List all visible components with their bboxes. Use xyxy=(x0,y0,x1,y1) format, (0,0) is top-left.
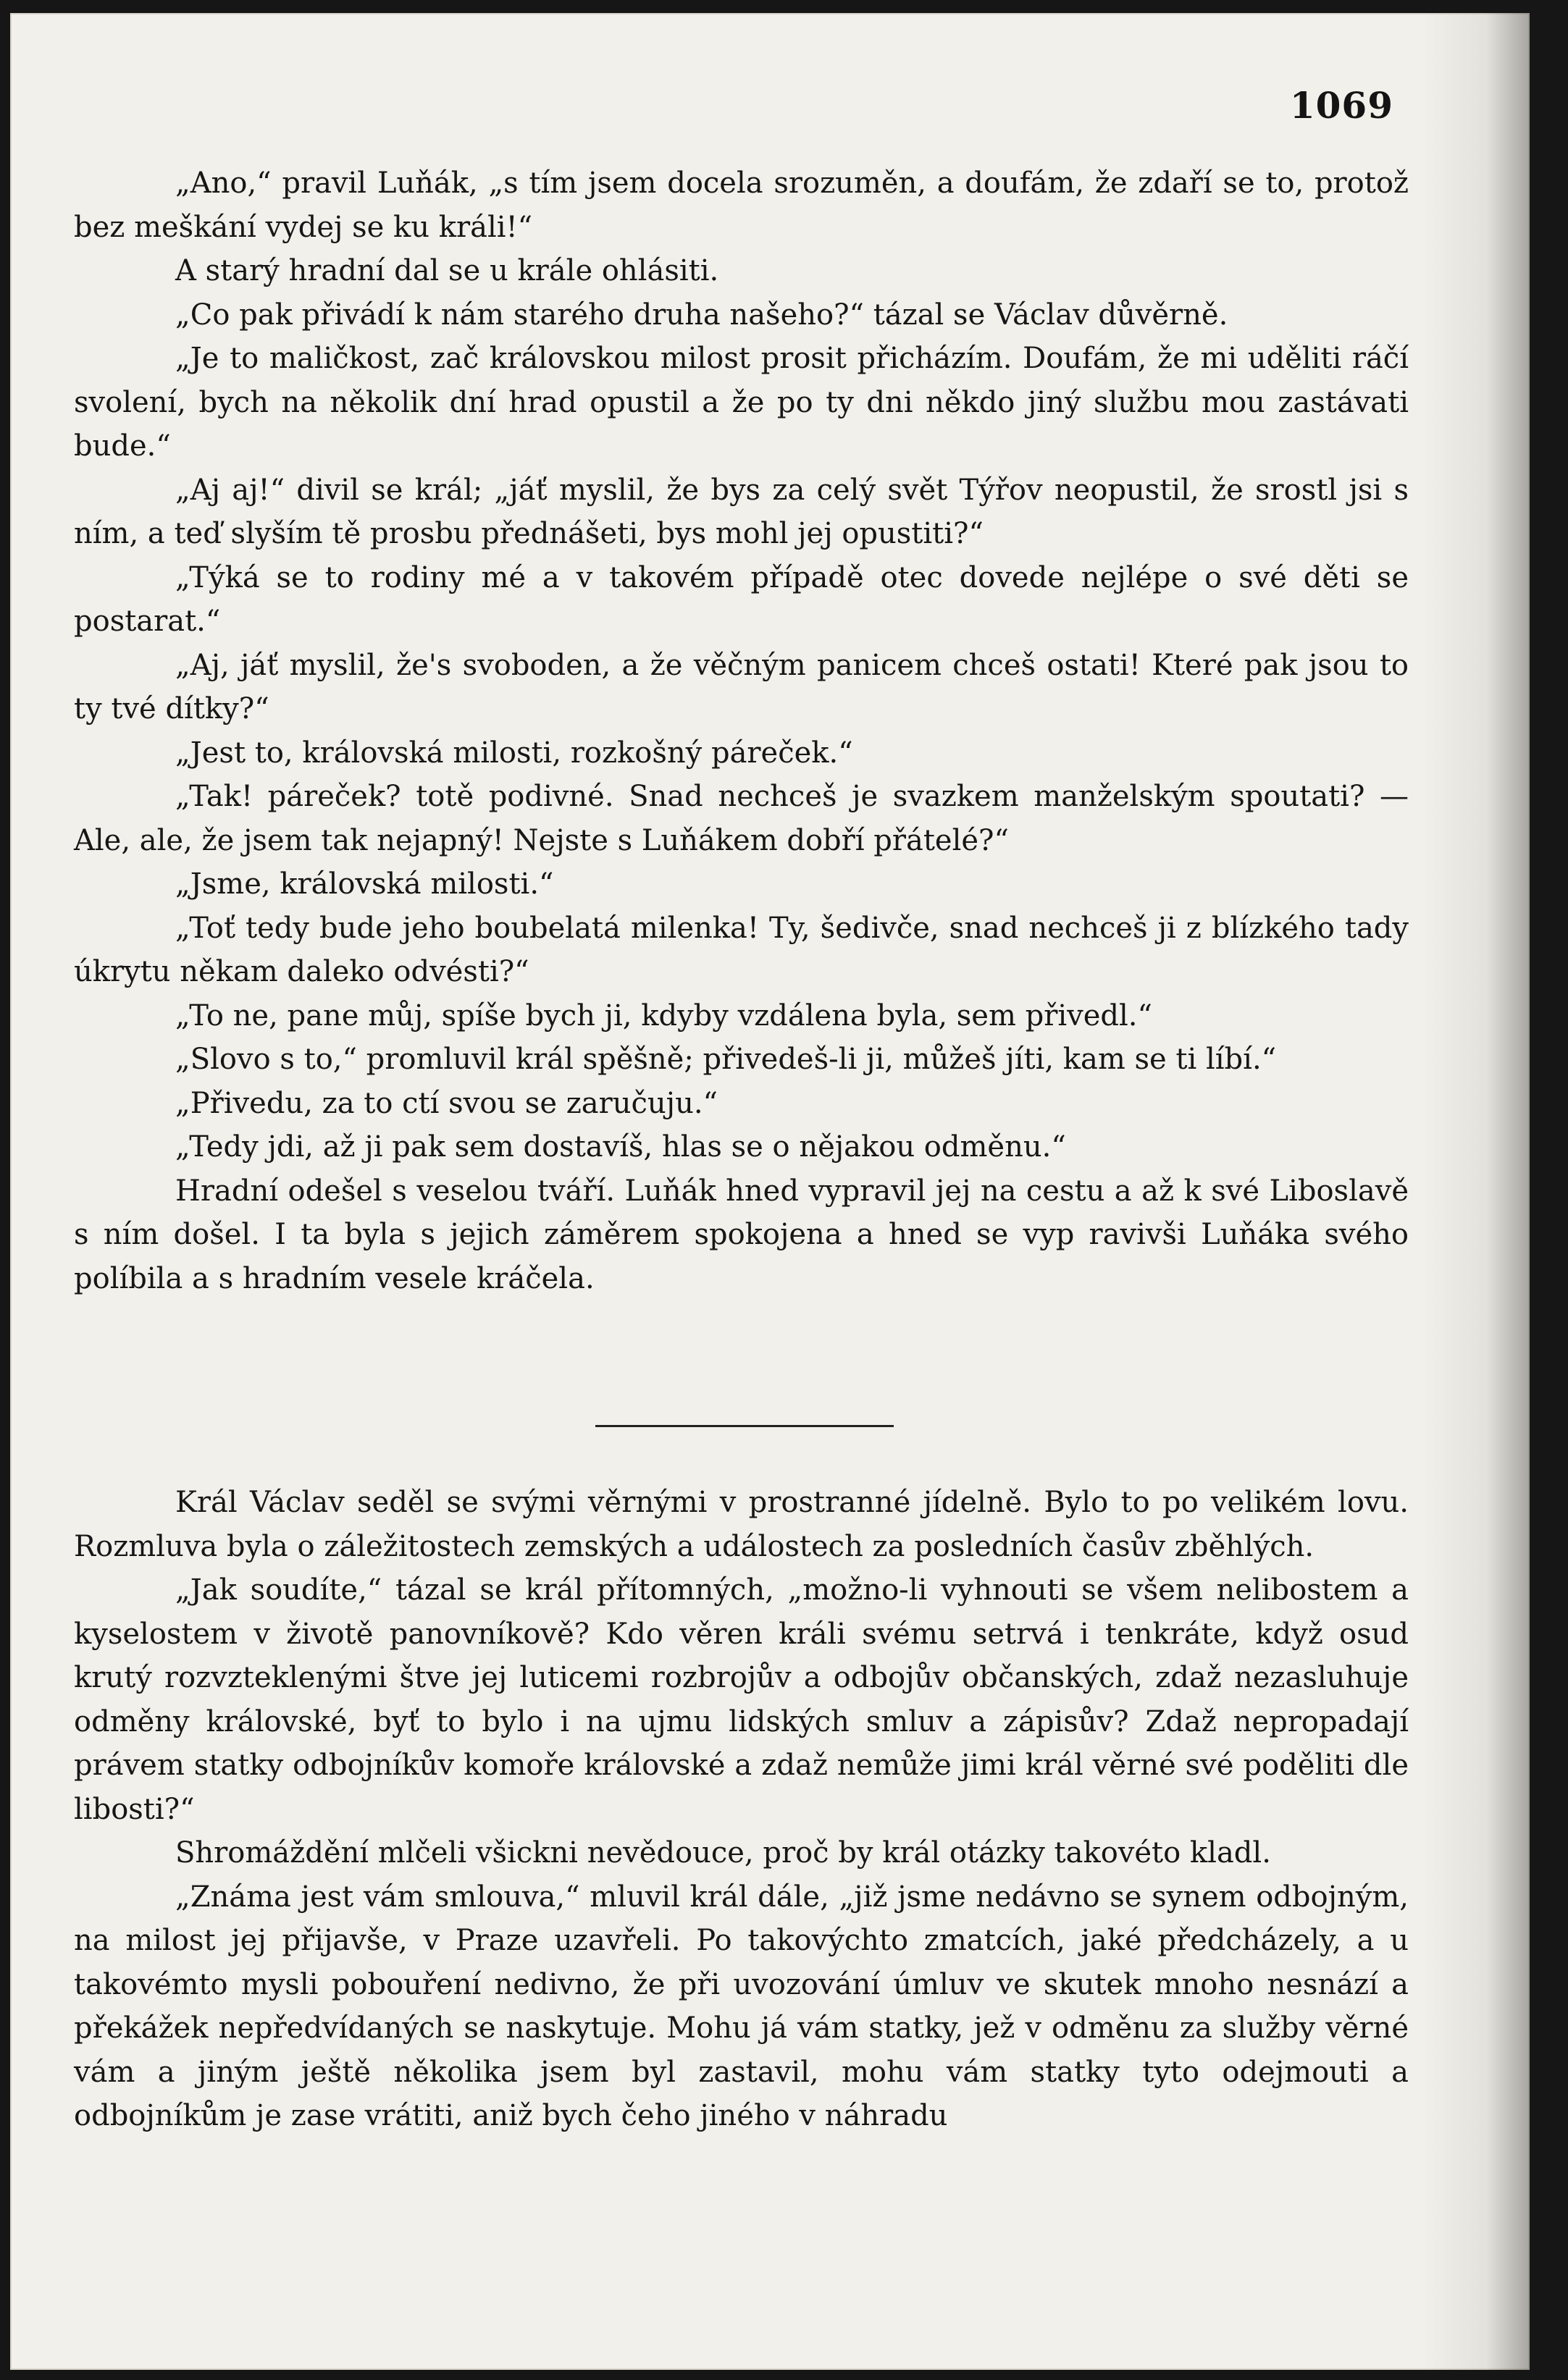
section-divider xyxy=(595,1425,894,1427)
paragraph: Shromáždění mlčeli všickni nevědouce, proč by král otázky takovéto kladl. xyxy=(175,1836,1271,1870)
paragraph: „To ne, pane můj, spíše bych ji, kdyby vzdálena byla, sem přivedl.“ xyxy=(175,998,1152,1033)
paragraph: „Jak soudíte,“ tázal se král přítomných, „možno-li vyhnouti se všem nelibostem a kyselostem v životě panovníkově? Kdo věren králi svému setrvá i tenkráte, když osud krutý rozvzteklenými štve jej luticemi rozbrojův a odbojův občanských, zdaž nezasluhuje odměny královské, byť to bylo i na ujmu lidských smluv a zápisův? Zdaž nepropadají právem statky odbojníkův komoře královské a zdaž nemůže jimi král věrné své poděliti dle libosti?“ xyxy=(74,1573,1409,1826)
paragraph: A starý hradní dal se u krále ohlásiti. xyxy=(175,254,719,287)
paragraph: „Toť tedy bude jeho boubelatá milenka! Ty, šedivče, snad nechceš ji z blízkého tady úkrytu někam daleko odvésti?“ xyxy=(74,911,1409,988)
page-number: 1069 xyxy=(1289,84,1393,127)
text-section-1 xyxy=(74,161,1409,1300)
paragraph: „Ano,“ pravil Luňák, „s tím jsem docela srozuměn, a doufám, že zdaří se to, protož bez meškání vydej se ku králi!“ xyxy=(74,167,1409,244)
paragraph: „Týká se to rodiny mé a v takovém případě otec dovede nejlépe o své děti se postarat.“ xyxy=(74,560,1409,638)
text-section-2 xyxy=(74,1481,1409,2138)
paragraph: „Aj aj!“ divil se král; „jáť myslil, že bys za celý svět Týřov neopustil, že srostl jsi s ním, a teď slyším tě prosbu přednášeti, bys mohl jej opustiti?“ xyxy=(74,473,1409,550)
paragraph: „Přivedu, za to ctí svou se zaručuju.“ xyxy=(175,1086,718,1120)
paragraph: „Známa jest vám smlouva,“ mluvil král dále, „již jsme nedávno se synem odbojným, na milost jej přijavše, v Praze uzavřeli. Po takovýchto zmatcích, jaké předcházely, a u takovémto mysli pobouření nedivno, že při uvozování úmluv ve skutek mnoho nesnází a překážek nepředvídaných se naskytuje. Mohu já vám statky, jež v odměnu za služby věrné vám a jiným ještě několika jsem byl zastavil, mohu vám statky tyto odejmouti a odbojníkům je zase vrátiti, aniž bych čeho jiného v náhradu xyxy=(74,1880,1409,2132)
paragraph: „Jest to, královská milosti, rozkošný páreček.“ xyxy=(175,736,853,770)
paragraph: „Jsme, královská milosti.“ xyxy=(175,867,554,901)
paragraph: Král Václav seděl se svými věrnými v prostranné jídelně. Bylo to po velikém lovu. Rozmluva byla o záležitostech zemských a událostech za posledních časův zběhlých. xyxy=(74,1486,1409,1563)
paragraph: „Tedy jdi, až ji pak sem dostavíš, hlas se o nějakou odměnu.“ xyxy=(175,1130,1066,1164)
paragraph: Hradní odešel s veselou tváří. Luňák hned vypravil jej na cestu a až k své Liboslavě s ním došel. I ta byla s jejich záměrem spokojena a hned se vyp ravivši Luňáka svého políbila a s hradním vesele kráčela. xyxy=(74,1174,1409,1295)
book-page xyxy=(10,13,1530,2370)
paragraph: „Je to maličkost, zač královskou milost prosit přicházím. Doufám, že mi uděliti ráčí svolení, bych na několik dní hrad opustil a že po ty dni někdo jiný službu mou zastávati bude.“ xyxy=(74,342,1409,463)
paragraph: „Tak! páreček? totě podivné. Snad nechceš je svazkem manželským spoutati? — Ale, ale, že jsem tak nejapný! Nejste s Luňákem dobří přátelé?“ xyxy=(74,780,1409,857)
paragraph: „Slovo s to,“ promluvil král spěšně; přivedeš-li ji, můžeš jíti, kam se ti líbí.“ xyxy=(175,1043,1277,1076)
paragraph: „Co pak přivádí k nám starého druha našeho?“ tázal se Václav důvěrně. xyxy=(175,298,1228,332)
paragraph: „Aj, jáť myslil, že's svoboden, a že věčným panicem chceš ostati! Které pak jsou to ty tvé dítky?“ xyxy=(74,648,1409,726)
